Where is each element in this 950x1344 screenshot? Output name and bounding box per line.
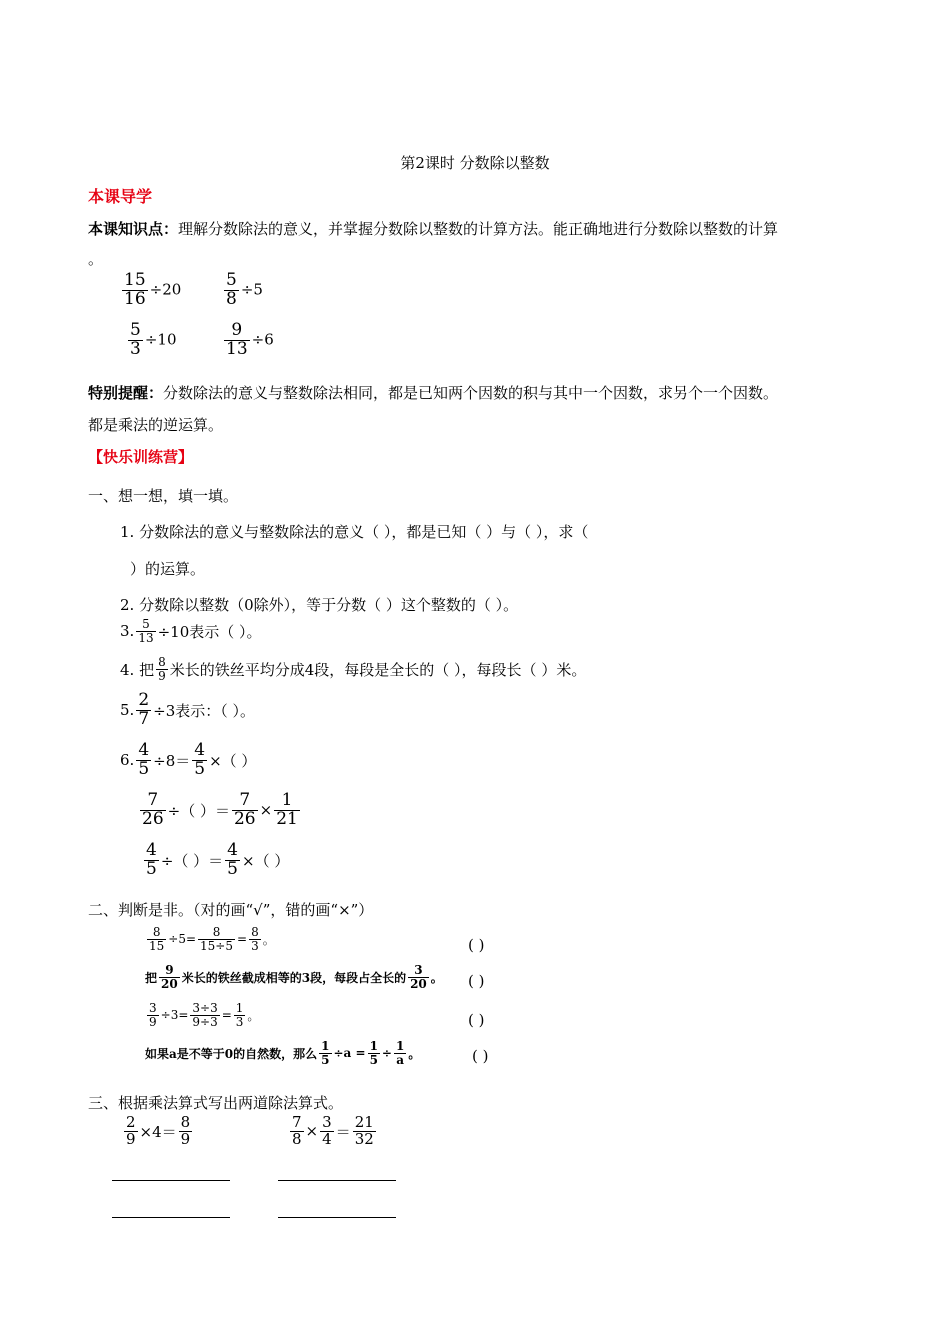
knowledge-text: 理解分数除法的意义，并掌握分数除以整数的计算方法。能正确地进行分数除以整数的计算 bbox=[178, 220, 779, 238]
question-1b: ）的运算。 bbox=[130, 560, 206, 578]
knowledge-tail: 。 bbox=[88, 250, 104, 268]
judge-4: 如果a是不等于0的自然数，那么 $\frac{1}{5}$ ÷a = $\frac{1}{5}$ ÷ $\frac{1}{a}$ 。 bbox=[145, 1039, 421, 1067]
example-2: $\frac{5}{8}$ ÷5 bbox=[226, 270, 263, 309]
question-5: 5. $\frac{2}{7}$ ÷3表示：（ ）。 bbox=[120, 690, 256, 729]
judge-1: $\frac{8}{15}$ ÷5= $\frac{8}{15\div 5}$ = $\frac{8}{3}$ 。 bbox=[149, 925, 275, 953]
judge-3-answer[interactable]: ( ) bbox=[468, 1011, 485, 1029]
page-title: 第2课时 分数除以整数 bbox=[400, 154, 550, 172]
judge-4-answer[interactable]: ( ) bbox=[472, 1047, 489, 1065]
knowledge-line bbox=[88, 218, 778, 239]
fraction: $\frac{15}{16}$ bbox=[124, 270, 146, 309]
knowledge-label: 本课知识点： bbox=[88, 220, 179, 238]
reminder-line bbox=[88, 382, 778, 403]
answer-line[interactable] bbox=[112, 1180, 230, 1181]
example-1: $\frac{15}{16}$ ÷20 bbox=[124, 270, 182, 309]
section2-heading: 二、判断是非。（对的画“√”，错的画“×”） bbox=[88, 901, 374, 919]
camp-heading: 【快乐训练营】 bbox=[88, 448, 194, 466]
formula-1: $\frac{2}{9}$ ×4＝ $\frac{8}{9}$ bbox=[126, 1113, 191, 1148]
section3-heading: 三、根据乘法算式写出两道除法算式。 bbox=[88, 1094, 344, 1112]
judge-2-answer[interactable]: ( ) bbox=[468, 972, 485, 990]
section1-heading: 一、想一想，填一填。 bbox=[88, 487, 239, 505]
fraction: $\frac{5}{3}$ bbox=[130, 320, 141, 359]
question-6-line1: 6. $\frac{4}{5}$ ÷8＝ $\frac{4}{5}$ ×（ ） bbox=[120, 740, 257, 779]
question-4: 4. 把 $\frac{8}{9}$ 米长的铁丝平均分成4段，每段是全长的（ ），每段长（ ）米。 bbox=[120, 655, 587, 683]
example-3: $\frac{5}{3}$ ÷10 bbox=[130, 320, 177, 359]
fraction: $\frac{5}{8}$ bbox=[226, 270, 237, 309]
example-4: $\frac{9}{13}$ ÷6 bbox=[226, 320, 274, 359]
guide-heading: 本课导学 bbox=[88, 187, 153, 206]
judge-2: 把 $\frac{9}{20}$ 米长的铁丝截成相等的3段，每段占全长的 $\frac{3}{20}$ 。 bbox=[145, 963, 443, 991]
fraction: $\frac{9}{13}$ bbox=[226, 320, 248, 359]
formula-2: $\frac{7}{8}$ × $\frac{3}{4}$ ＝ $\frac{21}{32}$ bbox=[292, 1113, 374, 1148]
answer-line[interactable] bbox=[112, 1217, 230, 1218]
question-3: 3. $\frac{5}{13}$ ÷10表示（ ）。 bbox=[120, 617, 262, 645]
judge-1-answer[interactable]: ( ) bbox=[468, 936, 485, 954]
question-6-line2: $\frac{7}{26}$ ÷（ ）＝ $\frac{7}{26}$ × $\frac{1}{21}$ bbox=[142, 790, 298, 829]
question-2: 2. 分数除以整数（0除外），等于分数（ ）这个整数的（ ）。 bbox=[120, 596, 519, 614]
answer-line[interactable] bbox=[278, 1180, 396, 1181]
question-1a: 1. 分数除法的意义与整数除法的意义（ ），都是已知（ ）与（ ），求（ bbox=[120, 523, 589, 541]
question-6-line3: $\frac{4}{5}$ ÷（ ）＝ $\frac{4}{5}$ ×（ ） bbox=[146, 840, 290, 879]
judge-3: $\frac{3}{9}$ ÷3= $\frac{3\div 3}{9\div 3}$ = $\frac{1}{3}$ 。 bbox=[149, 1001, 260, 1029]
reminder-line2: 都是乘法的逆运算。 bbox=[88, 416, 224, 434]
reminder-label: 特别提醒： bbox=[88, 384, 164, 402]
answer-line[interactable] bbox=[278, 1217, 396, 1218]
reminder-text: 分数除法的意义与整数除法相同，都是已知两个因数的积与其中一个因数，求另个一个因数。 bbox=[163, 384, 779, 402]
